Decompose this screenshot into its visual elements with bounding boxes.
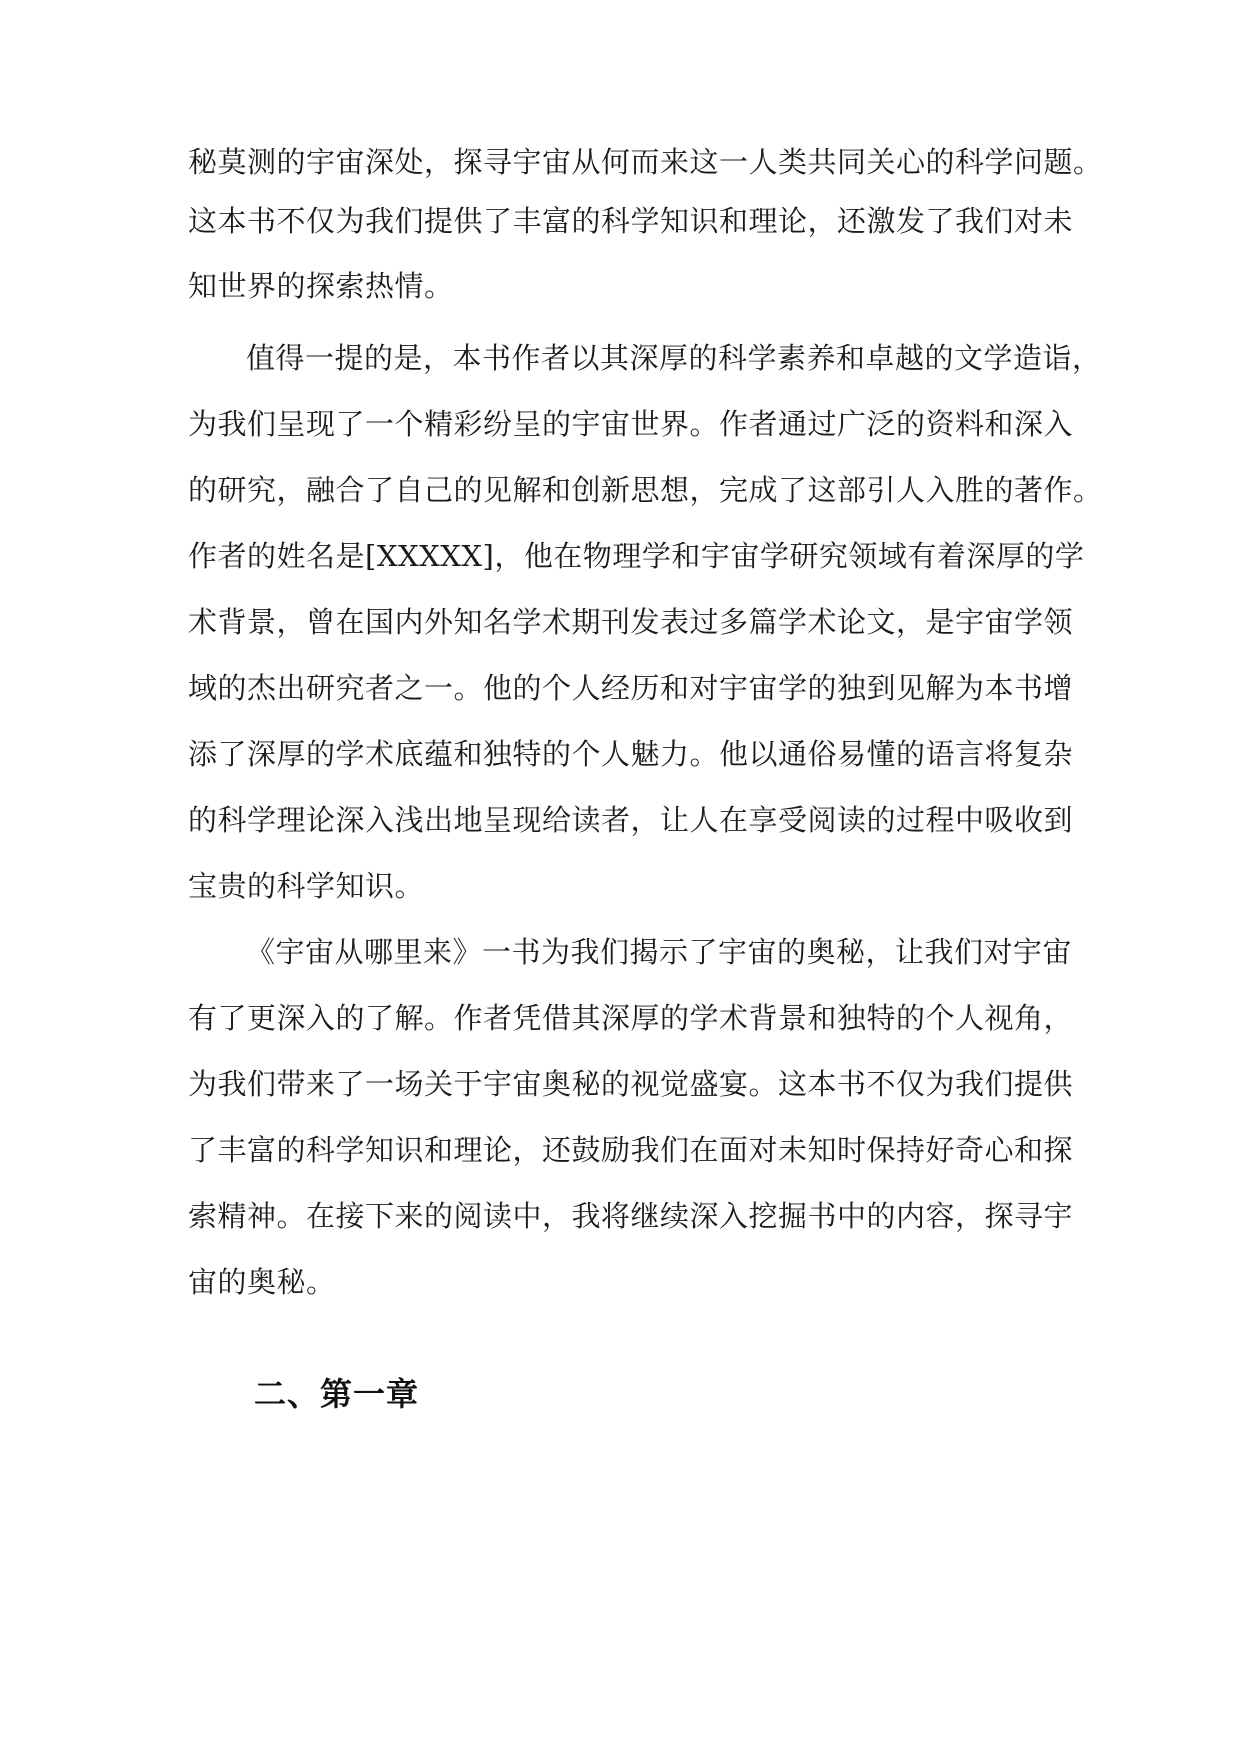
paragraph-2-line-6: 域的杰出研究者之一。他的个人经历和对宇宙学的独到见解为本书增 [188, 671, 1074, 705]
paragraph-1-line-3: 知世界的探索热情。 [188, 269, 454, 303]
paragraph-3-line-6: 宙的奥秘。 [188, 1265, 336, 1299]
paragraph-2-line-3: 的研究，融合了自己的见解和创新思想，完成了这部引人入胜的著作。 [188, 473, 1103, 507]
paragraph-3-line-4: 了丰富的科学知识和理论，还鼓励我们在面对未知时保持好奇心和探 [188, 1133, 1074, 1167]
section-heading: 二、第一章 [254, 1375, 420, 1413]
paragraph-2-line-8: 的科学理论深入浅出地呈现给读者，让人在享受阅读的过程中吸收到 [188, 803, 1074, 837]
paragraph-1-line-2: 这本书不仅为我们提供了丰富的科学知识和理论，还激发了我们对未 [188, 204, 1074, 238]
paragraph-3-line-3: 为我们带来了一场关于宇宙奥秘的视觉盛宴。这本书不仅为我们提供 [188, 1067, 1074, 1101]
paragraph-3-line-2: 有了更深入的了解。作者凭借其深厚的学术背景和独特的个人视角， [188, 1001, 1074, 1035]
paragraph-3-line-5: 索精神。在接下来的阅读中，我将继续深入挖掘书中的内容，探寻宇 [188, 1199, 1074, 1233]
paragraph-2-line-2: 为我们呈现了一个精彩纷呈的宇宙世界。作者通过广泛的资料和深入 [188, 407, 1074, 441]
paragraph-3-line-1: 《宇宙从哪里来》一书为我们揭示了宇宙的奥秘，让我们对宇宙 [246, 935, 1073, 969]
paragraph-2-line-4: 作者的姓名是[XXXXX]，他在物理学和宇宙学研究领域有着深厚的学 [188, 539, 1085, 573]
paragraph-1-line-1: 秘莫测的宇宙深处，探寻宇宙从何而来这一人类共同关心的科学问题。 [188, 145, 1103, 179]
paragraph-2-line-5: 术背景，曾在国内外知名学术期刊发表过多篇学术论文，是宇宙学领 [188, 605, 1074, 639]
paragraph-2-line-1: 值得一提的是，本书作者以其深厚的科学素养和卓越的文学造诣， [246, 341, 1102, 375]
paragraph-2-line-9: 宝贵的科学知识。 [188, 869, 425, 903]
paragraph-2-line-7: 添了深厚的学术底蕴和独特的个人魅力。他以通俗易懂的语言将复杂 [188, 737, 1074, 771]
